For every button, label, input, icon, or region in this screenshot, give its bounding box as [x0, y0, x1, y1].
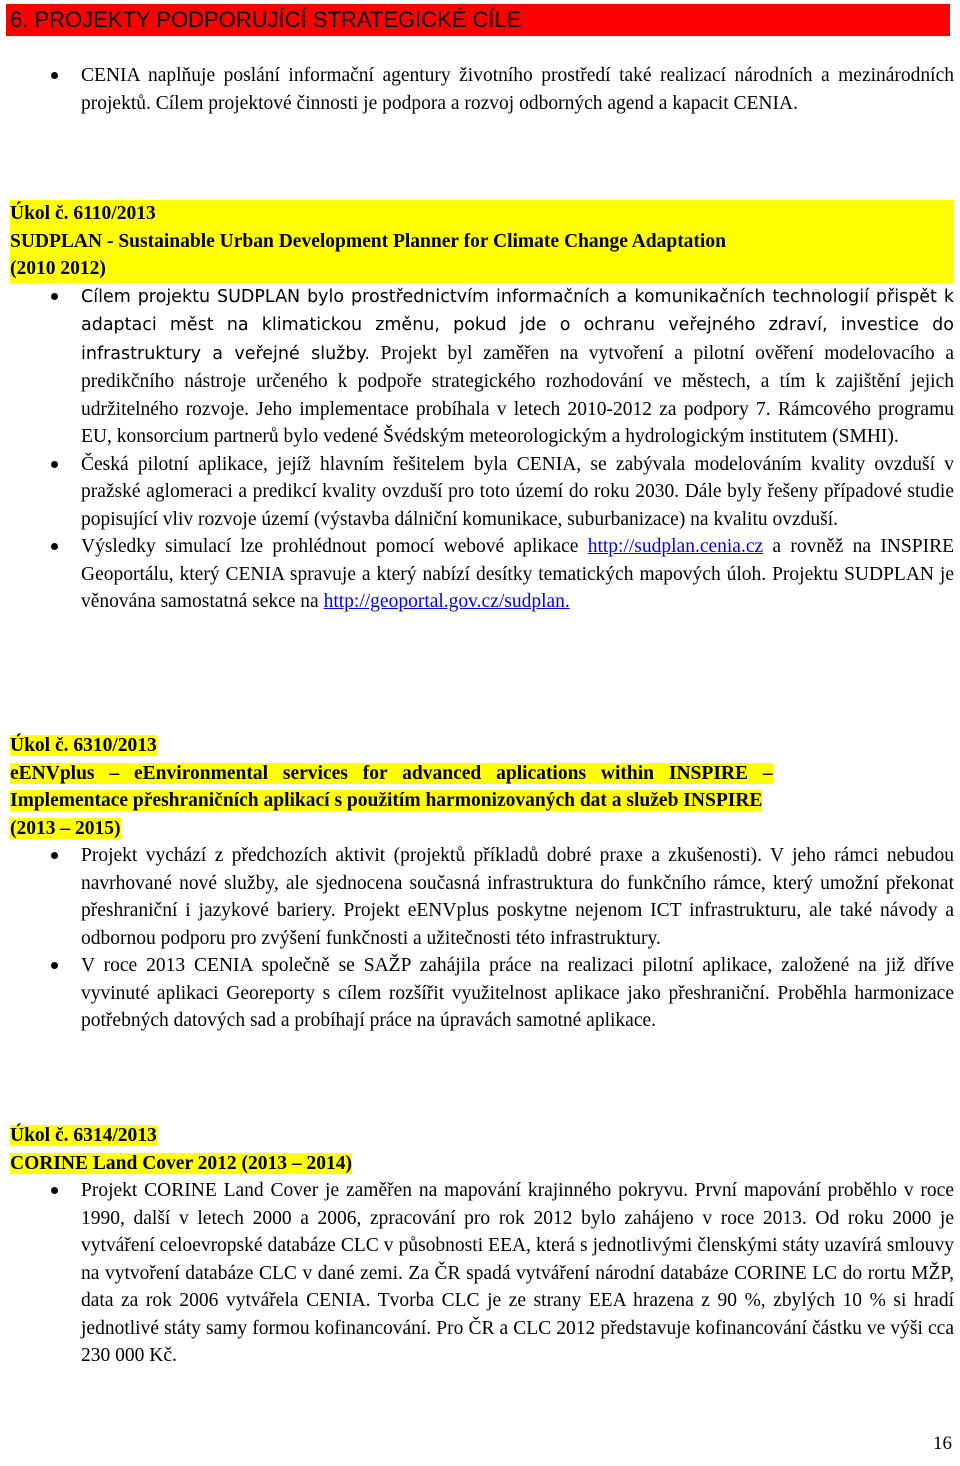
- task-6110-section: [10, 200, 954, 616]
- task-period: (2010 2012): [10, 258, 106, 279]
- list-item: V roce 2013 CENIA společně se SAŽP zahájila práce na realizaci pilotní aplikace, založené na již dříve vyvinuté aplikaci Georeporty s cílem rozšířit využitelnost aplikace jako přeshraniční. Proběhla harmonizace potřebných datových sad a probíhají práce na úpravách samotné aplikace.: [10, 952, 954, 1035]
- geoportal-link[interactable]: http://geoportal.gov.cz/sudplan.: [323, 591, 570, 612]
- task-period: (2013 – 2015): [10, 817, 121, 839]
- list-item-text: Cílem projektu SUDPLAN bylo prostřednictvím informačních a komunikačních technologií přispět k adaptaci měst na klimatickou změnu, pokud jde o ochranu veřejného zdraví, investice do infrastruktury a veřejné služby.: [81, 286, 954, 364]
- task-6310-section: [10, 732, 954, 1035]
- task-title-line1: eENVplus – eEnvironmental services for advanced aplications within INSPIRE –: [10, 762, 773, 784]
- list-item: Projekt vychází z předchozích aktivit (projektů příkladů dobré praxe a zkušenosti). V jeho rámci nebudou navrhované nové služby, ale sjednocena současná infrastruktura do funkčního rámce, který umožní překonat přeshraniční i jazykové bariery. Projekt eENVplus poskytne nejenom ICT infrastrukturu, ale také návody a odbornou podporu pro zvýšení funkčnosti a užitečnosti této infrastruktury.: [10, 842, 954, 952]
- task-6314-section: [10, 1122, 954, 1370]
- list-item: [10, 283, 954, 451]
- task-title: SUDPLAN - Sustainable Urban Development Planner for Climate Change Adaptation: [10, 230, 726, 252]
- page-number: 16: [933, 1433, 952, 1454]
- task-title: CORINE Land Cover 2012 (2013 – 2014): [10, 1152, 352, 1174]
- task-number: Úkol č. 6314/2013: [10, 1125, 157, 1146]
- list-item: [10, 533, 954, 616]
- list-item: Česká pilotní aplikace, jejíž hlavním řešitelem byla CENIA, se zabývala modelováním kvality ovzduší v pražské aglomeraci a predikcí kvality ovzduší pro toto území do roku 2030. Dále byly řešeny případové studie popisující vliv rozvoje území (výstavba dálniční komunikace, suburbanizace) na kvalitu ovzduší.: [10, 451, 954, 534]
- task-6310-header: [10, 732, 954, 842]
- sudplan-link[interactable]: http://sudplan.cenia.cz: [587, 536, 764, 557]
- task-number: Úkol č. 6110/2013: [10, 203, 156, 224]
- list-item-text: Výsledky simulací lze prohlédnout pomocí webové aplikace: [81, 536, 588, 557]
- task-number: Úkol č. 6310/2013: [10, 735, 157, 756]
- list-item: Projekt CORINE Land Cover je zaměřen na mapování krajinného pokryvu. První mapování proběhlo v roce 1990, další v letech 2000 a 2006, zpracování pro rok 2012 bylo zahájeno v roce 2013. Od roku 2000 je vytváření celoevropské databáze CLC v působnosti EEA, která s jednotlivými členskými státy uzavírá smlouvy na vytvoření databáze CLC v dané zemi. Za ČR spadá vytváření národní databáze CORINE LC do rortu MŽP, data za rok 2006 vytvářela CENIA. Tvorba CLC je ze strany EEA hrazena z 90 %, zbylých 10 % si hradí jednotlivé státy samy formou kofinancování. Pro ČR a CLC 2012 představuje kofinancování částku ve výši cca 230 000 Kč.: [10, 1177, 954, 1370]
- list-item: CENIA naplňuje poslání informační agentury životního prostředí také realizací národních a mezinárodních projektů. Cílem projektové činnosti je podpora a rozvoj odborných agend a kapacit CENIA.: [10, 62, 954, 117]
- task-title-line2: Implementace přeshraničních aplikací s použitím harmonizovaných dat a služeb INSPIRE: [10, 790, 763, 811]
- chapter-heading: 6. PROJEKTY PODPORUJÍCÍ STRATEGICKÉ CÍLE: [6, 4, 950, 36]
- task-6314-header: [10, 1122, 954, 1177]
- task-6110-header: [10, 200, 954, 283]
- intro-section: [10, 62, 954, 117]
- list-item-text-cont: Projekt byl zaměřen na vytvoření a pilotní ověření modelovacího a predikčního nástroje určeného k podpoře strategického rozhodování ve městech, a tím k zajištění jejich udržitelného rozvoje. Jeho implementace probíhala v letech 2010-2012 za podpory 7. Rámcového programu EU, konsorcium partnerů bylo vedené Švédským meteorologickým a hydrologickým institutem (SMHI).: [81, 342, 954, 447]
- list-item-text-cont: a rovněž na INSPIRE Geoportálu, který CENIA spravuje a který nabízí desítky tematických mapových úloh. Projektu SUDPLAN je věnována samostatná sekce na: [81, 536, 954, 612]
